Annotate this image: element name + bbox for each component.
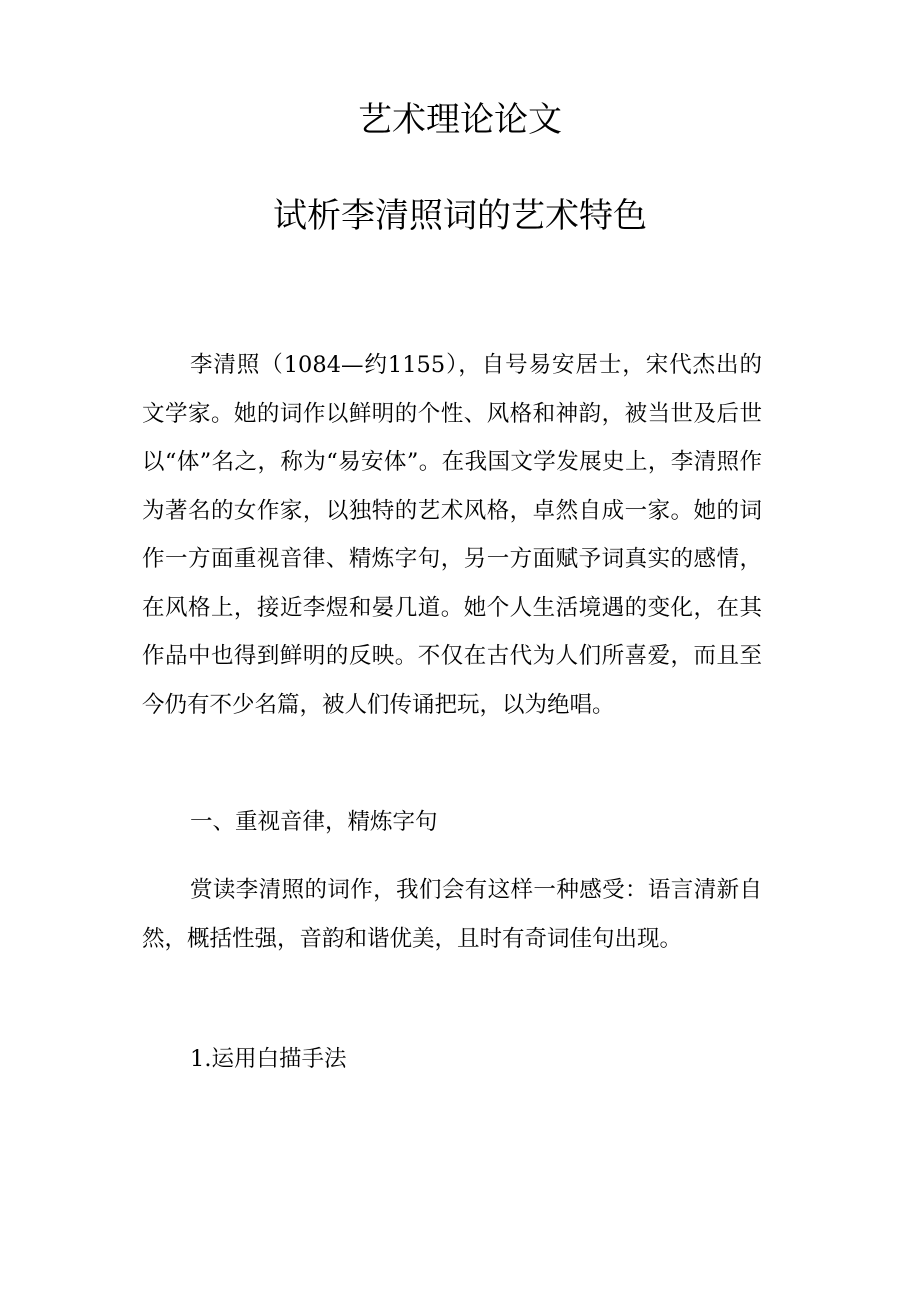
document-title: 艺术理论论文 [358, 100, 562, 140]
subsection-heading: 1.运用白描手法 [190, 1046, 347, 1072]
document-subtitle: 试析李清照词的艺术特色 [273, 196, 647, 236]
section-heading: 一、重视音律，精炼字句 [190, 809, 438, 835]
reading-paragraph: 赏读李清照的词作，我们会有这样一种感受：语言清新自然，概括性强，音韵和谐优美，且时有奇词佳句出现。 [142, 877, 762, 952]
intro-paragraph: 李清照（1084—约1155），自号易安居士，宋代杰出的文学家。她的词作以鲜明的个性、风格和神韵，被当世及后世以“体”名之，称为“易安体”。在我国文学发展史上，李清照作为著名的女作家，以独特的艺术风格，卓然自成一家。她的词作一方面重视音律、精炼字句，另一方面赋予词真实的感情，在风格上，接近李煜和晏几道。她个人生活境遇的变化，在其作品中也得到鲜明的反映。不仅在古代为人们所喜爱，而且至今仍有不少名篇，被人们传诵把玩，以为绝唱。 [142, 352, 762, 718]
